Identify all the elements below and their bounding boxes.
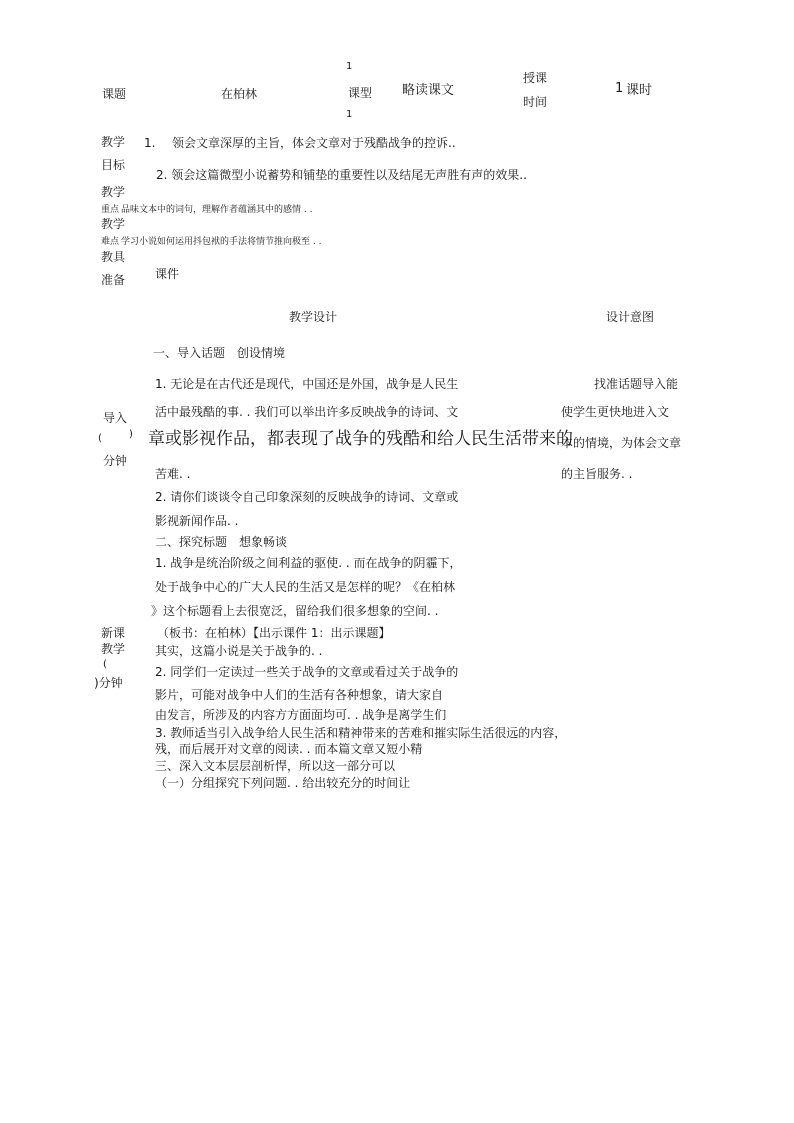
question-1-line5: 其实，这篇小说是关于战争的. .: [155, 644, 323, 658]
paragraph-1-line2: 活中最残酷的事. . 我们可以举出许多反映战争的诗词、文: [155, 405, 459, 419]
number-top: 1: [346, 61, 353, 72]
question-1-line4: （板书：在柏林）【出示课件 1：出示课题】: [157, 626, 391, 640]
question-1-line2: 处于战争中心的广大人民的生活又是怎样的呢？《在柏林: [155, 580, 456, 594]
intent-line1: 找准话题导入能: [594, 377, 679, 391]
prep-value: 课件: [155, 267, 180, 281]
difficulty-text: 学习小说如何运用抖包袱的手法将情节推向极至 . .: [121, 237, 322, 247]
question-2-line2: 影片，可能对战争中人们的生活有各种想象，请大家自: [155, 688, 444, 702]
paragraph-1-line1: 1. 无论是在古代还是现代，中国还是外国，战争是人民生: [155, 377, 459, 391]
question-2-line3: 由发言，所涉及的内容方方面面均可. . 战争是离学生们: [155, 708, 447, 722]
paragraph-2-line1: 2. 请你们谈谈令自己印象深刻的反映战争的诗词、文章或: [155, 490, 459, 504]
design-title: 教学设计: [289, 310, 338, 324]
question-3-line1: 3. 教师适当引入战争给人民生活和精神带来的苦难和摧实际生活很远的内容，: [155, 726, 567, 740]
intent-line2: 使学生更快地进入文: [561, 405, 670, 419]
time-label-line1: 授课: [523, 71, 548, 85]
section-3-heading: 三、深入文本层层剖析悍，所以这一部分可以: [155, 759, 396, 773]
question-3-line2: 残，而后展开对文章的阅读. . 而本篇文章又短小精: [155, 742, 423, 756]
new-lesson-label-line1: 新课: [101, 626, 126, 640]
intent-line4: 的主旨服务. .: [561, 467, 633, 481]
paragraph-1-line4: 苦难. .: [155, 467, 191, 481]
topic-value: 在柏林: [221, 87, 258, 101]
periods-number: 1: [615, 81, 624, 96]
subsection-1-text: （一）分组探究下列问题. . 给出较充分的时间让: [155, 776, 411, 790]
intent-line3: 本的情境，为体会文章: [561, 436, 682, 450]
keypoint-text: 品味文本中的词句，理解作者蕴涵其中的感情 . .: [121, 205, 313, 215]
question-1-line3: 》这个标题看上去很宽泛，留给我们很多想象的空间. .: [151, 604, 439, 618]
section-2-heading: 二、探究标题 想象畅谈: [155, 535, 288, 549]
difficulty-label-line2: 难点: [101, 237, 120, 247]
intro-paren-right: ): [129, 429, 133, 440]
paragraph-1-line3: 章或影视作品，都表现了战争的残酷和给人民生活带来的: [148, 429, 573, 449]
goals-label-line1: 教学: [101, 135, 126, 149]
prep-label-line1: 教具: [101, 250, 126, 264]
intro-label-line1: 导入: [103, 411, 128, 425]
number-bottom: 1: [346, 109, 353, 120]
intro-label-line2: 分钟: [103, 454, 128, 468]
question-2-line1: 2. 同学们一定读过一些关于战争的文章或看过关于战争的: [155, 665, 459, 679]
keypoint-label-line1: 教学: [101, 185, 126, 199]
time-label-line2: 时间: [523, 95, 548, 109]
difficulty-label-line1: 教学: [101, 217, 126, 231]
type-value: 略读课文: [402, 83, 455, 98]
new-lesson-label-line2: 教学: [101, 642, 126, 656]
prep-label-line2: 准备: [101, 273, 126, 287]
section-1-heading: 一、导入话题 创设情境: [153, 346, 286, 360]
periods-unit: 课时: [626, 83, 653, 98]
goal-1-text: 领会文章深厚的主旨，体会文章对于残酷战争的控诉..: [172, 136, 456, 150]
topic-label: 课题: [102, 87, 127, 101]
question-1-line1: 1. 战争是统治阶级之间利益的驱使. . 而在战争的阴霾下，: [155, 556, 462, 570]
intro-paren-left: (: [98, 433, 102, 444]
intent-title: 设计意图: [606, 310, 655, 324]
goal-1-number: 1.: [144, 136, 156, 150]
new-lesson-label-line3: )分钟: [94, 676, 123, 690]
goals-label-line2: 目标: [101, 158, 126, 172]
goal-2-text: 2. 领会这篇微型小说蓄势和铺垫的重要性以及结尾无声胜有声的效果..: [156, 168, 527, 182]
paragraph-2-line2: 影视新闻作品. .: [155, 514, 239, 528]
keypoint-label-line2: 重点: [101, 205, 120, 215]
new-lesson-paren-left: (: [103, 659, 107, 670]
type-label: 课型: [348, 86, 373, 100]
